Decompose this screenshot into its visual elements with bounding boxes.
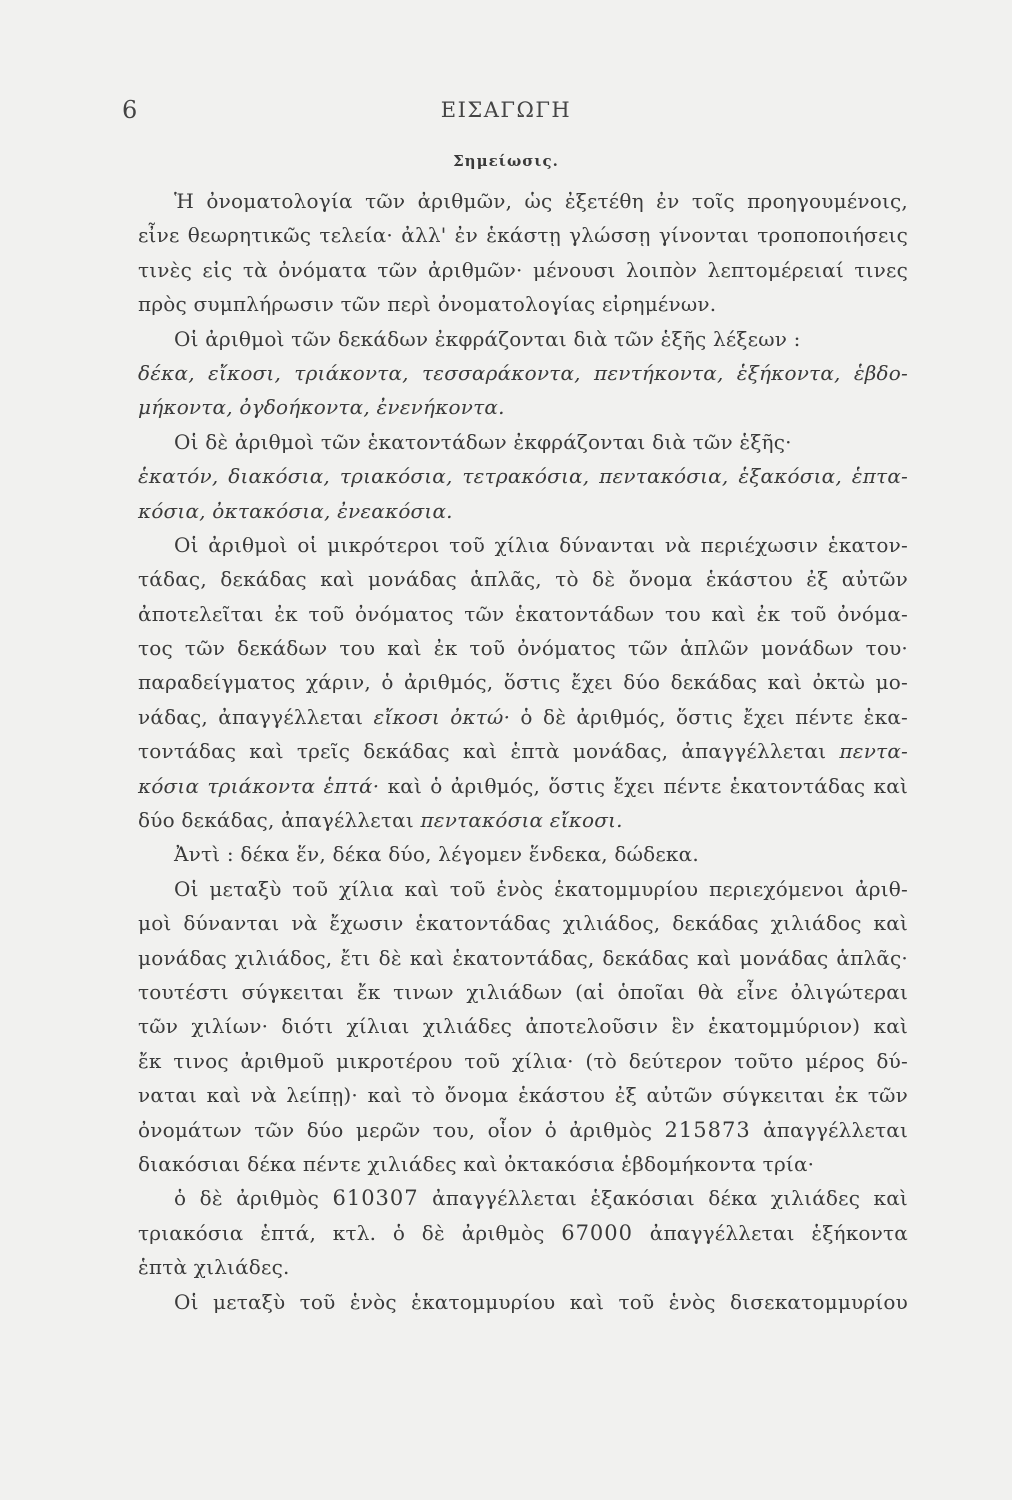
text-line: τουτέστι σύγκειται ἔκ τινων χιλιάδων (αἱ ὁποῖαι θὰ εἶνε ὀλιγώτεραι: [138, 979, 908, 1004]
text-line: τῶν χιλίων· διότι χίλιαι χιλιάδες ἀποτελοῦσιν ἓν ἑκατομμύριον) καὶ: [138, 1014, 908, 1039]
text-run: καὶ ὁ ἀριθμός, ὅστις ἔχει πέντε ἑκατοντάδας καὶ: [387, 773, 909, 798]
text-line: Οἱ δὲ ἀριθμοὶ τῶν ἑκατοντάδων ἐκφράζονται διὰ τῶν ἑξῆς·: [174, 429, 792, 454]
text-line: [138, 803, 908, 837]
text-line: [138, 1216, 908, 1250]
text-run: ἀπαγγέλλεται ἑξακόσιαι δέκα χιλιάδες καὶ: [432, 1186, 908, 1211]
text-run: ὁ δὲ ἀριθμὸς: [174, 1186, 320, 1211]
number-value: 610307: [332, 1186, 419, 1211]
text-run: ἀπαγγέλλεται: [763, 1117, 909, 1142]
text-line: Οἱ ἀριθμοὶ οἱ μικρότεροι τοῦ χίλια δύνανται νὰ περιέχωσιν ἑκατον-: [174, 532, 908, 557]
text-run: τοντάδας καὶ τρεῖς δεκάδας καὶ ἑπτὰ μονάδας, ἀπαγγέλλεται: [138, 739, 827, 764]
text-line: Οἱ ἀριθμοὶ τῶν δεκάδων ἐκφράζονται διὰ τῶν ἑξῆς λέξεων :: [174, 326, 801, 351]
text-line: δέκα, εἴκοσι, τριάκοντα, τεσσαράκοντα, πεντήκοντα, ἑξήκοντα, ἑβδο-: [138, 360, 908, 385]
text-line: τινὲς εἰς τὰ ὀνόματα τῶν ἀριθμῶν· μένουσι λοιπὸν λεπτομέρειαί τινες: [138, 257, 908, 282]
text-line: [138, 1181, 908, 1215]
text-line: ἑκατόν, διακόσια, τριακόσια, τετρακόσια, πεντακόσια, ἑξακόσια, ἑπτα-: [138, 464, 908, 489]
italic-term: κόσια τριάκοντα ἑπτά·: [138, 773, 380, 798]
text-line: διακόσιαι δέκα πέντε χιλιάδες καὶ ὀκτακόσια ἑβδομήκοντα τρία·: [138, 1151, 815, 1176]
text-line: [138, 769, 908, 803]
text-line: μονάδας χιλιάδος, ἔτι δὲ καὶ ἑκατοντάδας, δεκάδας καὶ μονάδας ἁπλᾶς·: [138, 945, 908, 970]
text-line: εἶνε θεωρητικῶς τελεία· ἀλλ' ἐν ἑκάστῃ γλώσσῃ γίνονται τροποποιήσεις: [138, 223, 908, 248]
number-value: 215873: [664, 1117, 751, 1142]
text-run: νάδας, ἀπαγγέλλεται: [138, 704, 364, 729]
italic-term: εἴκοσι ὀκτώ·: [373, 704, 511, 729]
text-line: μήκοντα, ὀγδοήκοντα, ἐνενήκοντα.: [138, 395, 505, 420]
italic-term: πεντα-: [839, 739, 908, 764]
text-line: ναται καὶ νὰ λείπῃ)· καὶ τὸ ὄνομα ἑκάστου ἐξ αὐτῶν σύγκειται ἐκ τῶν: [138, 1083, 908, 1108]
text-line: πρὸς συμπλήρωσιν τῶν περὶ ὀνοματολογίας εἰρημένων.: [138, 292, 717, 317]
text-line: ἀποτελεῖται ἐκ τοῦ ὀνόματος τῶν ἑκατοντάδων του καὶ ἐκ τοῦ ὀνόμα-: [138, 601, 908, 626]
text-line: Οἱ μεταξὺ τοῦ ἑνὸς ἑκατομμυρίου καὶ τοῦ ἑνὸς δισεκατομμυρίου: [174, 1289, 908, 1314]
text-line: [138, 734, 908, 768]
text-run: ὀνομάτων τῶν δύο μερῶν του, οἷον ὁ ἀριθμὸς: [138, 1117, 653, 1142]
body-text: [138, 184, 908, 1319]
text-run: ἀπαγγέλλεται ἑξήκοντα: [649, 1220, 908, 1245]
section-title: Σημείωσις.: [453, 152, 559, 170]
number-value: 67000: [561, 1220, 634, 1245]
text-line: Οἱ μεταξὺ τοῦ χίλια καὶ τοῦ ἑνὸς ἑκατομμυρίου περιεχόμενοι ἀριθ-: [174, 876, 908, 901]
text-run: τριακόσια ἑπτά, κτλ. ὁ δὲ ἀριθμὸς: [138, 1220, 545, 1245]
text-run: δύο δεκάδας, ἀπαγέλλεται: [138, 808, 414, 833]
text-line: παραδείγματος χάριν, ὁ ἀριθμός, ὅστις ἔχει δύο δεκάδας καὶ ὀκτὼ μο-: [138, 670, 908, 695]
italic-term: πεντακόσια εἴκοσι.: [420, 808, 623, 833]
text-run: ὁ δὲ ἀριθμός, ὅστις ἔχει πέντε ἑκα-: [520, 704, 908, 729]
text-line: μοὶ δύνανται νὰ ἔχωσιν ἑκατοντάδας χιλιάδος, δεκάδας χιλιάδος καὶ: [138, 911, 908, 936]
running-head: ΕΙΣΑΓΩΓΗ: [440, 98, 572, 122]
text-line: τος τῶν δεκάδων του καὶ ἐκ τοῦ ὀνόματος τῶν ἁπλῶν μονάδων του·: [138, 636, 908, 661]
text-line: ἑπτὰ χιλιάδες.: [138, 1255, 290, 1280]
page-number: 6: [122, 96, 138, 124]
text-line: ἔκ τινος ἀριθμοῦ μικροτέρου τοῦ χίλια· (τὸ δεύτερον τοῦτο μέρος δύ-: [138, 1048, 908, 1073]
text-line: τάδας, δεκάδας καὶ μονάδας ἁπλᾶς, τὸ δὲ ὄνομα ἑκάστου ἐξ αὐτῶν: [138, 567, 908, 592]
text-line: κόσια, ὀκτακόσια, ἐνεακόσια.: [138, 498, 453, 523]
text-line: [138, 1113, 908, 1147]
text-line: [138, 700, 908, 734]
text-line: Ἡ ὀνοματολογία τῶν ἀριθμῶν, ὡς ἐξετέθη ἐν τοῖς προηγουμένοις,: [174, 189, 908, 213]
text-line: Ἀντὶ : δέκα ἕν, δέκα δύο, λέγομεν ἕνδεκα, δώδεκα.: [174, 842, 699, 867]
